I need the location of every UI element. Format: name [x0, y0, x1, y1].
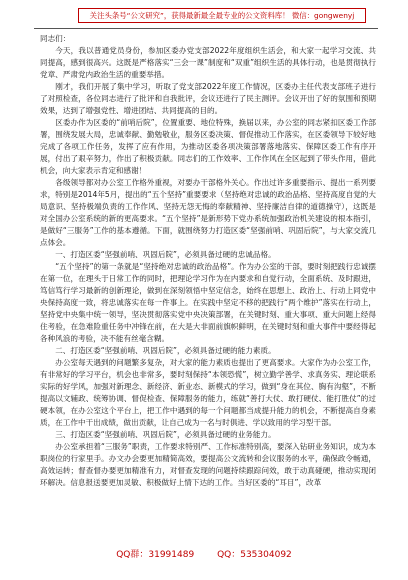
- footer-qq-group-value: 31991489: [148, 550, 195, 560]
- section-body-loyalty: “五个坚持”的第一条就是“坚持绝对忠诚的政治品格”。作为办公室的干部，要时刻把践行忠诚摆在第一位，在理头于日常工作的同时，把理论学习作为在内要求和自觉行动，全面系统、及时跟进，笃信笃行学习最新的创新理论，做到在深刻领悟中坚定信念，始终在思想上、政治上、行动上同党中央保持高度一致，将忠诚落实在每一件事上。在实践中坚定不移的把践行“两个维护”落实在行动上，坚持党中央集中统一领导，坚决贯彻落实党中央决策部署，在关键时刻、重大事项、重大问题上经得住考验，在急难险重任务中冲锋在前，在大是大非面前旗帜鲜明，在关键时刻和重大事件中要经得起各种风浪的考验，决不能有丝毫含糊。: [40, 262, 376, 343]
- paragraph-meeting: 刚才，我们开展了集中学习，听取了党支部2022年度工作情况，区委办主任代表支部班子进行了对照检查，各位同志进行了批评和自我批评，会议还进行了民主测评。会议开出了好的氛围和预期效果，达到了增强党性、增进团结、共同提高的目的。: [40, 82, 376, 115]
- salutation: 同志们：: [40, 34, 71, 43]
- section-body-business: 办公室承担着“三服务”职责，工作要求特别严、工作标准特别高，要深入钻研业务知识，成为本职岗位的行家里手。办文办会要更加精简高效，要提高公文流转和会议服务的水平，确保政令畅通，高效运转；督查督办要更加精准有力，对督查发现的问题持续跟踪问效，敢于动真碰硬，推动实现闭环解决。信息报送要更加灵敏、积极做好上情下达的工作。当好区委的“耳目”，改革: [40, 442, 376, 487]
- section-body-ability: 办公室每天遇到的问题繁多复杂，对大家的能力素质也提出了更高要求。大家作为办公室工作，有非常好的学习平台，机会也非常多，要时刻保持“本领恐慌”，树立勤学善学、求真务实、理论联系实际的好学风，加强对新理念、新经济、新业态、新模式的学习，做到“身在其位、胸有沟壑”，不断提高以文辅政、统筹协调、督促检查、保障服务的能力，练就“善打大仗、敢打硬仗、能打胜仗”的过硬本领，在办公室这个平台上，把工作中遇到的每一个问题都当成提升能力的机会，不断提高自身素质，在工作中干出成绩，做出贡献，让自己成为一名与时俱进、学以致用的学习型干部。: [40, 358, 376, 427]
- footer-qq-label: QQ：: [217, 550, 241, 560]
- document-body: [40, 33, 376, 543]
- section-heading-business: 三、打造区委“坚强前哨、巩固后院”，必须具备过硬的业务能力。: [55, 430, 276, 439]
- section-heading-loyalty: 一、打造区委“坚强前哨、巩固后院”，必须具备过硬的忠诚品格。: [55, 250, 276, 259]
- footer-qq: [217, 550, 292, 560]
- footer-contact: [0, 547, 408, 563]
- footer-qq-group-label: QQ群：: [116, 550, 149, 560]
- footer-qq-value: 535304092: [240, 550, 292, 560]
- footer-qq-group: [116, 550, 194, 560]
- paragraph-five-insists: 各级领导都对办公室工作格外重视，对要办干部格外关心。作出过许多重要指示、提出一系列要求，特别是2014年5月，提出的“五个坚持”重要要求（坚持绝对忠诚的政治品格、坚持高度自觉的大局意识、坚持极端负责的工作作风、坚持无怨无悔的奉献精神、坚持廉洁自律的道德操守），这既是对全国办公室系统的新的更高要求。“五个坚持”是新形势下党办系统加强政治机关建设的根本指引，是做好“三服务”工作的基本遵循。下面，就围绕努力打造区委“坚强前哨、巩固后院”，与大家交流几点体会。: [40, 178, 376, 247]
- header-banner: 关注头条号“公文研究”，获得最新最全最专业的公文资料库！ 微信：gongwenyj: [78, 8, 366, 23]
- paragraph-office-role: 区委办作为区委的“前哨后院”，位置重要、地位特殊，换届以来，办公室的同志紧扣区委工作部署，围绕发展大局，忠诚奉献、勤勉敬业，服务区委决策、督促推动工作落实，在区委领导下较好地完成了各项工作任务，发挥了应有作用，为推动区委各项决策部署落地落实、保障区委工作有序开展，付出了艰辛努力，作出了积极贡献。同志们的工作效率、工作作风在全区起到了带头作用，借此机会，向大家表示肯定和感谢！: [40, 118, 376, 175]
- header-divider: [34, 28, 378, 29]
- paragraph-intro: 今天，我以普通党员身份，参加区委办党支部2022年度组织生活会，和大家一起学习交流、共同提高，感到很高兴。这既是严格落实“三会一课”制度和“双重”组织生活的具体行动，也是贯彻执行党章、严肃党内政治生活的重要举措。: [40, 46, 376, 79]
- section-heading-ability: 二、打造区委“坚强前哨、巩固后院”，必须具备过硬的能力素质。: [55, 346, 276, 355]
